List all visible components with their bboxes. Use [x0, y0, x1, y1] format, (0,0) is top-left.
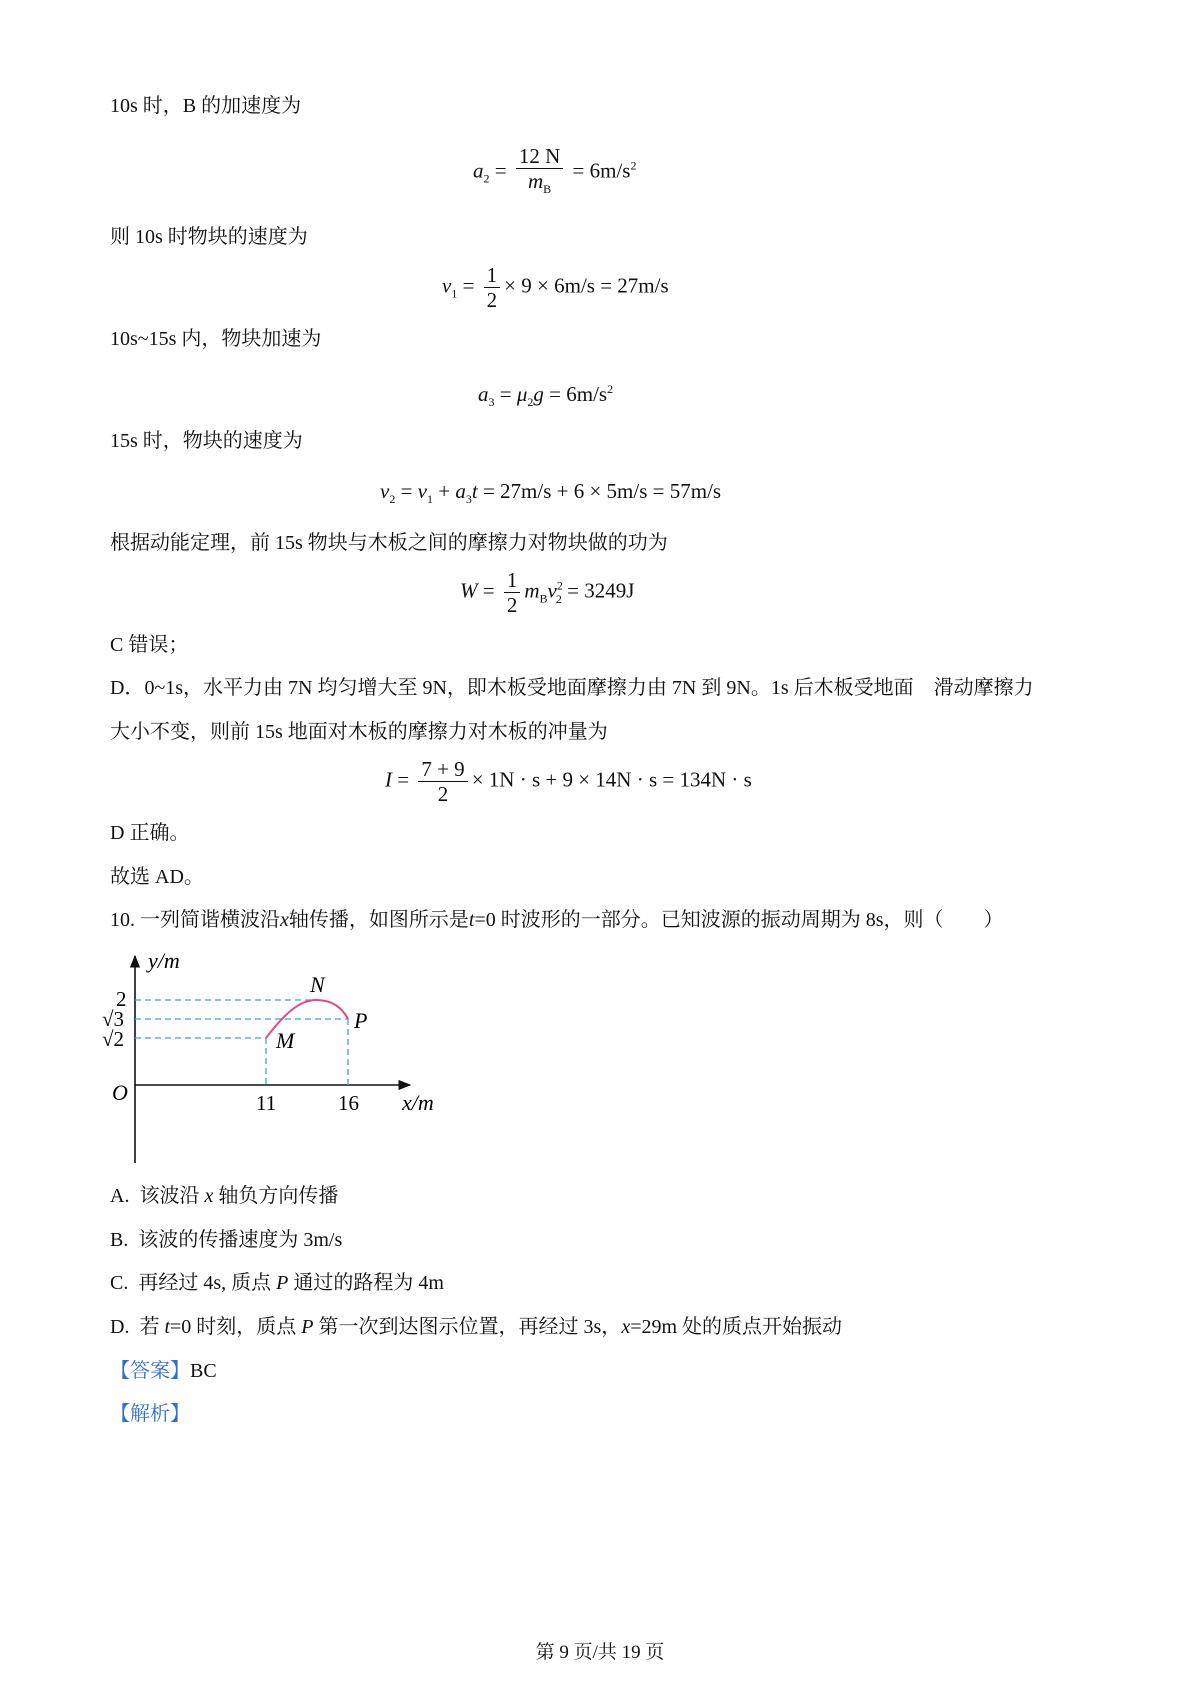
equation-impulse: I = $\frac{7 + 9}{2}$ × 1N · s + 9 × 14N · s = 134N · s — [385, 757, 752, 806]
text-line-10: 故选 AD。 — [110, 866, 204, 888]
guide-lines — [135, 1000, 348, 1085]
wave-figure — [90, 948, 450, 1168]
origin-label: O — [112, 1080, 128, 1105]
text-line-3: 10s~15s 内，物块加速为 — [110, 328, 322, 350]
page-footer: 第 9 页/共 19 页 — [535, 1642, 665, 1663]
analysis-line — [110, 1400, 190, 1428]
point-label-p: P — [354, 1008, 368, 1033]
y-axis-label: y/m — [148, 948, 180, 973]
text-line-4: 15s 时，物块的速度为 — [110, 430, 303, 452]
y-tick-sqrt2: √2 — [102, 1027, 125, 1051]
point-label-n: N — [310, 972, 325, 997]
equation-v2: $v_2 = v_1 + a_3t = 27m/s + 6 \times 5m/s = 57m/s$ — [380, 479, 722, 507]
y-tick-2: 2 — [116, 987, 127, 1011]
equation-work: W = $\frac{1}{2}$ $m_Bv^2_2 = 3249J$ — [460, 568, 635, 617]
equation-v1: $v_1$ = $\frac{1}{2}$ × 9 × 6m/s = 27m/s — [442, 263, 669, 312]
answer-tag: 【答案】 — [110, 1360, 190, 1382]
y-tick-sqrt3: √3 — [102, 1007, 125, 1031]
answer-line — [110, 1357, 217, 1385]
question-stem: 10. 一列简谐横波沿x轴传播，如图所示是t=0 时波形的一部分。已知波源的振动周期为 8s，则（ ） — [110, 909, 1004, 931]
text-line-9: D 正确。 — [110, 822, 190, 844]
x-axis-label: x/m — [402, 1090, 434, 1115]
x-tick-11: 11 — [256, 1091, 277, 1115]
answer-value: BC — [190, 1360, 217, 1382]
option-a: A. 该波沿 x 轴负方向传播 — [110, 1185, 339, 1207]
text-line-6: C 错误； — [110, 634, 189, 656]
option-c: C. 再经过 4s, 质点 P 通过的路程为 4m — [110, 1272, 444, 1294]
text-line-2: 则 10s 时物块的速度为 — [110, 226, 308, 248]
x-tick-16: 16 — [338, 1091, 359, 1115]
equation-a3: $a_3 = \mu_2g = 6m/s^2$ — [478, 382, 614, 410]
point-label-m: M — [276, 1028, 295, 1053]
analysis-tag: 【解析】 — [110, 1403, 190, 1425]
equation-a2: $a_2$ = $\frac{12 N}{m_B}$ = $6m/s^2$ — [473, 144, 637, 197]
text-line-8: 大小不变，则前 15s 地面对木板的摩擦力对木板的冲量为 — [110, 721, 608, 743]
text-line-1: 10s 时，B 的加速度为 — [110, 95, 302, 117]
option-b: B. 该波的传播速度为 3m/s — [110, 1229, 343, 1251]
text-line-5: 根据动能定理，前 15s 物块与木板之间的摩擦力对物块做的功为 — [110, 532, 668, 554]
text-line-7: D．0~1s，水平力由 7N 均匀增大至 9N，即木板受地面摩擦力由 7N 到 9N。1s 后木板受地面 滑动摩擦力 — [110, 677, 1034, 699]
option-d: D. 若 t=0 时刻，质点 P 第一次到达图示位置，再经过 3s，x=29m 处的质点开始振动 — [110, 1316, 843, 1338]
